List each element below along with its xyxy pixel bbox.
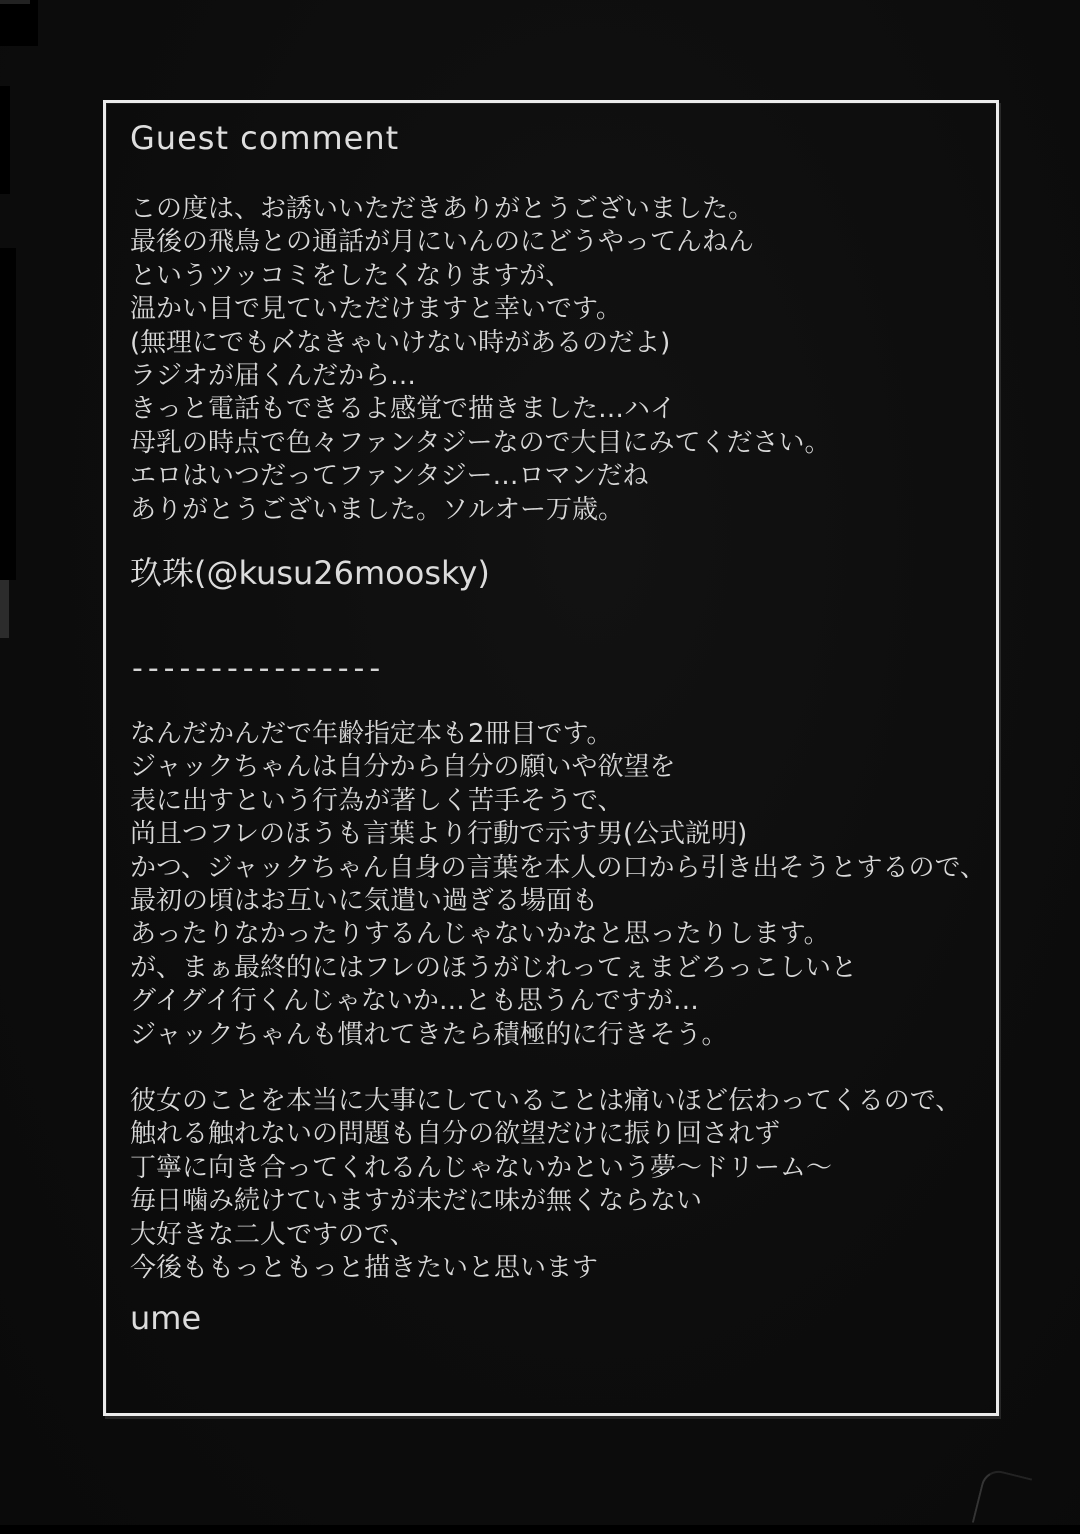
- text-line: 彼女のことを本当に大事にしていることは痛いほど伝わってくるので、: [130, 1086, 962, 1116]
- text-line: (無理にでも〆なきゃいけない時があるのだよ): [130, 327, 671, 358]
- host-signature: ume: [130, 1299, 202, 1337]
- text-line: が、まぁ最終的にはフレのほうがじれってぇまどろっこしいと: [130, 952, 857, 983]
- text-line: 最初の頃はお互いに気遣い過ぎる場面も: [130, 886, 599, 917]
- scan-artifact-corner: [0, 0, 38, 46]
- text-line: 触れる触れないの問題も自分の欲望だけに振り回されず: [130, 1119, 781, 1150]
- text-line: 尚且つフレのほうも言葉より行動で示す男(公式説明): [130, 819, 748, 850]
- text-line: この度は、お誘いいただきありがとうございました。: [130, 194, 755, 224]
- text-line: ありがとうございました。ソルオー万歳。: [130, 494, 625, 525]
- text-line: 温かい目で見ていただけますと幸いです。: [130, 294, 622, 325]
- host-comment-paragraph-1: [130, 718, 986, 1052]
- text-line: ラジオが届くんだから…: [130, 361, 417, 392]
- scan-artifact-edge: [0, 0, 30, 4]
- text-line: というツッコミをしたくなりますが、: [130, 260, 572, 291]
- text-line: 表に出すという行為が著しく苦手そうで、: [130, 785, 624, 816]
- dashed-separator: ----------------: [132, 651, 386, 686]
- guest-comment-paragraph: [130, 193, 830, 527]
- text-line: グイグイ行くんじゃないか…とも思うんですが…: [130, 986, 699, 1017]
- scan-artifact-edge: [0, 580, 9, 638]
- guest-signature: 玖珠(@kusu26moosky): [130, 554, 490, 592]
- text-line: 母乳の時点で色々ファンタジーなので大目にみてください。: [130, 427, 831, 458]
- text-line: 最後の飛鳥との通話が月にいんのにどうやってんねん: [130, 227, 755, 258]
- text-line: きっと電話もできるよ感覚で描きました…ハイ: [130, 394, 677, 425]
- text-line: 今後ももっともっと描きたいと思います: [130, 1253, 599, 1284]
- text-line: 毎日噛み続けていますが未だに味が無くならない: [130, 1186, 703, 1217]
- page-title: Guest comment: [130, 119, 400, 157]
- scan-wrinkle: [972, 1467, 1032, 1534]
- scan-artifact-edge: [0, 86, 10, 194]
- text-line: 大好きな二人ですので、: [130, 1219, 416, 1250]
- text-line: エロはいつだってファンタジー…ロマンだね: [130, 461, 649, 492]
- text-line: ジャックちゃんも慣れてきたら積極的に行きそう。: [130, 1019, 728, 1050]
- text-line: 丁寧に向き合ってくれるんじゃないかという夢〜ドリーム〜: [130, 1152, 833, 1183]
- host-comment-paragraph-2: [130, 1085, 961, 1285]
- text-line: あったりなかったりするんじゃないかなと思ったりします。: [130, 919, 830, 950]
- text-line: なんだかんだで年齢指定本も2冊目です。: [130, 719, 613, 749]
- text-line: かつ、ジャックちゃん自身の言葉を本人の口から引き出そうとするので、: [130, 852, 986, 883]
- text-line: ジャックちゃんは自分から自分の願いや欲望を: [130, 752, 676, 783]
- scan-artifact-edge: [0, 248, 16, 580]
- comment-frame: [103, 100, 999, 1416]
